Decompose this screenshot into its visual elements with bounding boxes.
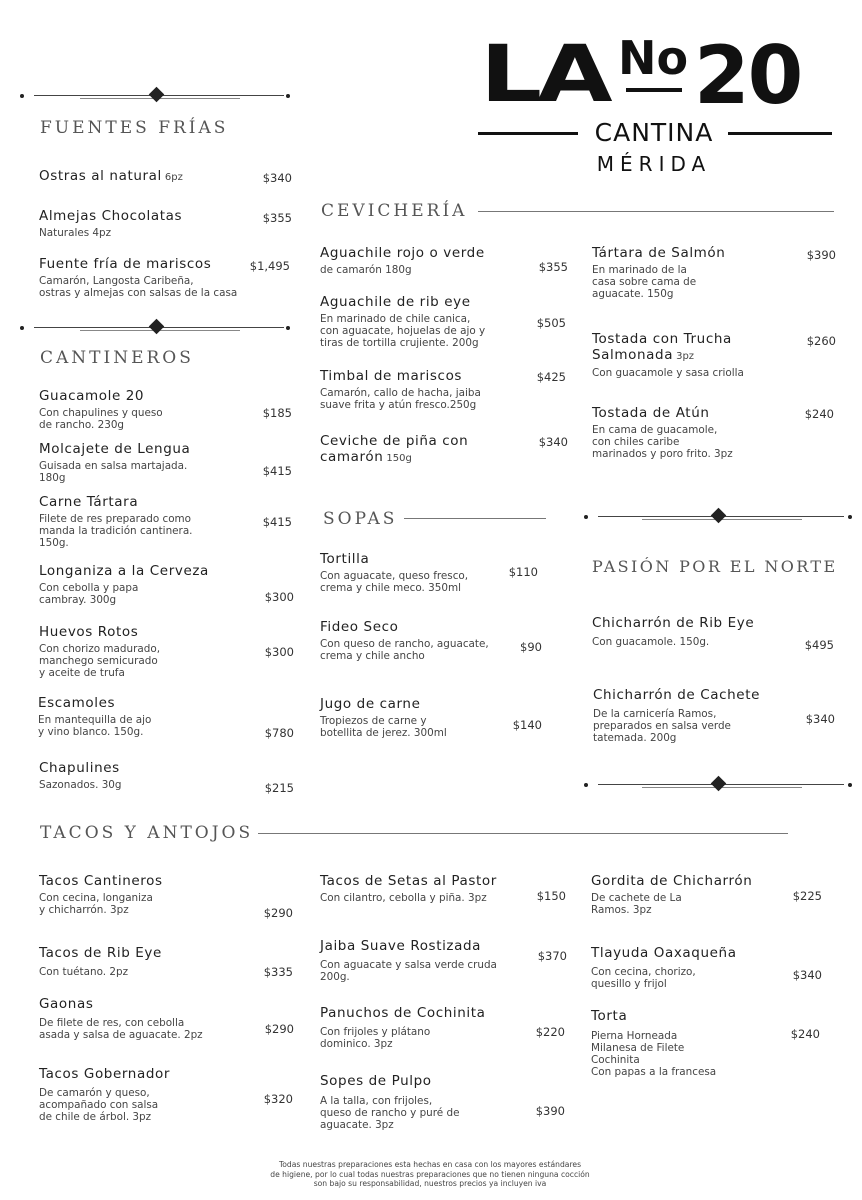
item-price: $390 — [535, 1104, 565, 1118]
ornament-divider — [20, 321, 292, 335]
logo-rule-right — [728, 132, 832, 135]
logo-cantina: CANTINA — [594, 118, 714, 147]
section-title-tacos: TACOS Y ANTOJOS — [40, 823, 254, 843]
menu-item: Sopes de Pulpo A la talla, con frijoles, queso de rancho y puré de aguacate. 3pz — [320, 1073, 460, 1131]
menu-item: Fideo Seco Con queso de rancho, aguacate, crema y chile ancho — [320, 619, 489, 662]
menu-item: Chapulines Sazonados. 30g — [39, 760, 122, 791]
logo-no: No — [618, 31, 689, 85]
ornament-divider — [584, 778, 854, 792]
item-price: $415 — [262, 515, 292, 529]
item-price: $780 — [264, 726, 294, 740]
item-price: $355 — [262, 211, 292, 225]
menu-item: Timbal de mariscos Camarón, callo de hacha, jaiba suave frita y atún fresco.250g — [320, 368, 481, 411]
menu-item: Molcajete de Lengua Guisada en salsa martajada. 180g — [39, 441, 191, 484]
menu-item: Tacos Cantineros Con cecina, longaniza y chicharrón. 3pz — [39, 873, 163, 916]
menu-item: Chicharrón de Rib Eye Con guacamole. 150g. — [592, 615, 755, 648]
item-price: $300 — [264, 590, 294, 604]
item-price: $425 — [536, 370, 566, 384]
section-title-cantineros: CANTINEROS — [40, 348, 194, 368]
item-price: $495 — [804, 638, 834, 652]
section-rule — [478, 211, 834, 212]
menu-item: Panuchos de Cochinita Con frijoles y plátano dominico. 3pz — [320, 1005, 486, 1050]
item-price: $340 — [538, 435, 568, 449]
menu-item: Tártara de Salmón En marinado de la casa sobre cama de aguacate. 150g — [592, 245, 726, 300]
menu-item: Gaonas De filete de res, con cebolla asada y salsa de aguacate. 2pz — [39, 996, 203, 1041]
ornament-divider — [584, 510, 854, 524]
menu-item: Jugo de carne Tropiezos de carne y botellita de jerez. 300ml — [320, 696, 447, 739]
menu-item: Tortilla Con aguacate, queso fresco, crema y chile meco. 350ml — [320, 551, 469, 594]
section-title-cevicheria: CEVICHERÍA — [321, 201, 468, 221]
item-price: $320 — [263, 1092, 293, 1106]
section-title-norte: PASIÓN POR EL NORTE — [592, 557, 838, 576]
menu-item: Longaniza a la Cerveza Con cebolla y papa cambray. 300g — [39, 563, 209, 606]
menu-item: Ostras al natural 6pz — [39, 168, 183, 184]
item-price: $340 — [262, 171, 292, 185]
item-price: $215 — [264, 781, 294, 795]
section-title-sopas: SOPAS — [323, 509, 398, 529]
menu-item: Tostada de Atún En cama de guacamole, con chiles caribe marinados y poro frito. 3pz — [592, 405, 733, 460]
item-price: $150 — [536, 889, 566, 903]
section-title-fuentes: FUENTES FRÍAS — [40, 118, 229, 138]
logo — [476, 29, 836, 186]
menu-item: Gordita de Chicharrón De cachete de La Ramos. 3pz — [591, 873, 753, 916]
menu-item: Fuente fría de mariscos Camarón, Langosta Caribeña, ostras y almejas con salsas de la casa — [39, 256, 238, 299]
item-price: $185 — [262, 406, 292, 420]
ornament-divider — [20, 89, 292, 103]
item-price: $300 — [264, 645, 294, 659]
menu-item: Almejas Chocolatas Naturales 4pz — [39, 208, 183, 239]
item-price: $340 — [805, 712, 835, 726]
item-price: $355 — [538, 260, 568, 274]
menu-item: Aguachile rojo o verde de camarón 180g — [320, 245, 485, 276]
menu-item: Huevos Rotos Con chorizo madurado, manchego semicurado y aceite de trufa — [39, 624, 160, 679]
logo-rule-left — [478, 132, 578, 135]
item-price: $260 — [806, 334, 836, 348]
menu-item: Torta Pierna Horneada Milanesa de Filete Cochinita Con papas a la francesa — [591, 1008, 717, 1078]
menu-item: Aguachile de rib eye En marinado de chile canica, con aguacate, hojuelas de ajo y tiras de tortilla crujiente. 200g — [320, 294, 486, 349]
item-price: $390 — [806, 248, 836, 262]
menu-item: Carne Tártara Filete de res preparado como manda la tradición cantinera. 150g. — [39, 494, 193, 549]
menu-item: Tostada con Trucha Salmonada 3pz Con guacamole y sasa criolla — [592, 331, 744, 379]
footer-disclaimer: Todas nuestras preparaciones esta hechas en casa con los mayores estándares de higiene, por lo cual todas nuestras preparaciones que no tienen ninguna cocción son bajo su responsabilidad, nuestros precios ya incluyen iva — [270, 1160, 590, 1188]
menu-item: Tlayuda Oaxaqueña Con cecina, chorizo, quesillo y frijol — [591, 945, 737, 990]
item-price: $240 — [804, 407, 834, 421]
section-rule — [404, 518, 546, 519]
logo-number: 20 — [694, 29, 802, 122]
menu-item: Guacamole 20 Con chapulines y queso de rancho. 230g — [39, 388, 163, 431]
menu-item: Ceviche de piña con camarón 150g — [320, 433, 469, 465]
item-price: $290 — [264, 1022, 294, 1036]
menu-item: Tacos de Rib Eye Con tuétano. 2pz — [39, 945, 162, 978]
item-price: $220 — [535, 1025, 565, 1039]
item-price: $340 — [792, 968, 822, 982]
item-price: $415 — [262, 464, 292, 478]
item-price: $225 — [792, 889, 822, 903]
menu-item: Tacos de Setas al Pastor Con cilantro, cebolla y piña. 3pz — [320, 873, 497, 904]
item-price: $140 — [512, 718, 542, 732]
item-price: $1,495 — [249, 259, 290, 273]
item-price: $90 — [520, 640, 542, 654]
menu-item: Escamoles En mantequilla de ajo y vino blanco. 150g. — [38, 695, 152, 738]
menu-item: Jaiba Suave Rostizada Con aguacate y salsa verde cruda 200g. — [320, 938, 497, 983]
menu-item: Tacos Gobernador De camarón y queso, acompañado con salsa de chile de árbol. 3pz — [39, 1066, 171, 1123]
section-rule — [258, 833, 788, 834]
item-price: $505 — [536, 316, 566, 330]
menu-item: Chicharrón de Cachete De la carnicería Ramos, preparados en salsa verde tatemada. 200g — [593, 687, 761, 744]
item-price: $240 — [790, 1027, 820, 1041]
logo-no-underline — [626, 88, 682, 92]
logo-city: MÉRIDA — [596, 152, 712, 176]
item-price: $110 — [508, 565, 538, 579]
item-price: $290 — [263, 906, 293, 920]
logo-la: LA — [480, 30, 608, 120]
item-price: $370 — [537, 949, 567, 963]
item-price: $335 — [263, 965, 293, 979]
